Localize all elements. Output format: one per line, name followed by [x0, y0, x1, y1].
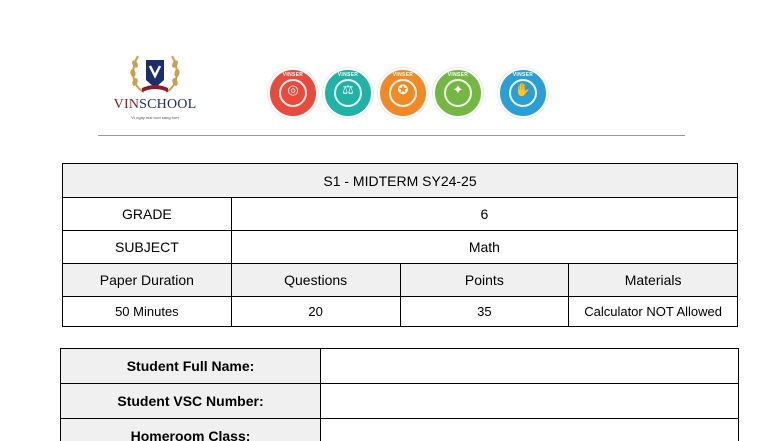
- school-tagline: Vì ngày mai tươi sáng hơn: [131, 115, 179, 120]
- homeroom-row: [61, 419, 739, 441]
- paper-duration-value: 50 Minutes: [63, 297, 232, 327]
- student-vsc-row: [61, 384, 739, 419]
- grade-value: 6: [231, 198, 737, 231]
- subject-label: SUBJECT: [63, 231, 232, 264]
- badge-runner: [433, 68, 483, 118]
- student-name-row: [61, 349, 739, 384]
- column-header: Paper Duration: [63, 264, 232, 297]
- materials-value: Calculator NOT Allowed: [569, 297, 738, 327]
- lightbulb-icon: ✪: [397, 82, 409, 97]
- exam-values-row: [63, 297, 738, 327]
- column-header: Materials: [569, 264, 738, 297]
- student-vsc-number-label: Student VSC Number:: [61, 384, 321, 419]
- column-header: Questions: [231, 264, 400, 297]
- student-vsc-number-field[interactable]: [321, 384, 739, 419]
- target-icon: ◎: [287, 82, 299, 97]
- vinschool-logo: [108, 46, 202, 122]
- homeroom-class-label: Homeroom Class:: [61, 419, 321, 441]
- grade-label: GRADE: [63, 198, 232, 231]
- badge-lightbulb: [378, 68, 428, 118]
- student-info-table: [60, 348, 739, 441]
- runner-icon: ✦: [452, 82, 464, 97]
- points-value: 35: [400, 297, 569, 327]
- exam-columns-row: [63, 264, 738, 297]
- questions-value: 20: [231, 297, 400, 327]
- exam-title: S1 - MIDTERM SY24-25: [63, 164, 738, 198]
- laurel-book-emblem-icon: [122, 46, 188, 98]
- badge-label: VINSER: [282, 72, 304, 78]
- badge-scales: [323, 68, 373, 118]
- student-full-name-label: Student Full Name:: [61, 349, 321, 384]
- subject-row: [63, 231, 738, 264]
- scales-icon: ⚖: [342, 82, 354, 97]
- badge-label: VINSER: [447, 72, 469, 78]
- badge-hand: [498, 68, 548, 118]
- badge-label: VINSER: [392, 72, 414, 78]
- exam-title-row: [63, 164, 738, 198]
- exam-info-table: [62, 163, 738, 327]
- school-name-school: SCHOOL: [139, 97, 197, 112]
- grade-row: [63, 198, 738, 231]
- subject-value: Math: [231, 231, 737, 264]
- hand-icon: ✋: [514, 82, 532, 97]
- header-divider: [98, 135, 685, 136]
- badge-target: [268, 68, 318, 118]
- student-full-name-field[interactable]: [321, 349, 739, 384]
- school-name: [108, 97, 202, 113]
- badge-label: VINSER: [337, 72, 359, 78]
- homeroom-class-field[interactable]: [321, 419, 739, 441]
- school-name-vin: VIN: [113, 97, 140, 112]
- badge-label: VINSER: [512, 72, 534, 78]
- column-header: Points: [400, 264, 569, 297]
